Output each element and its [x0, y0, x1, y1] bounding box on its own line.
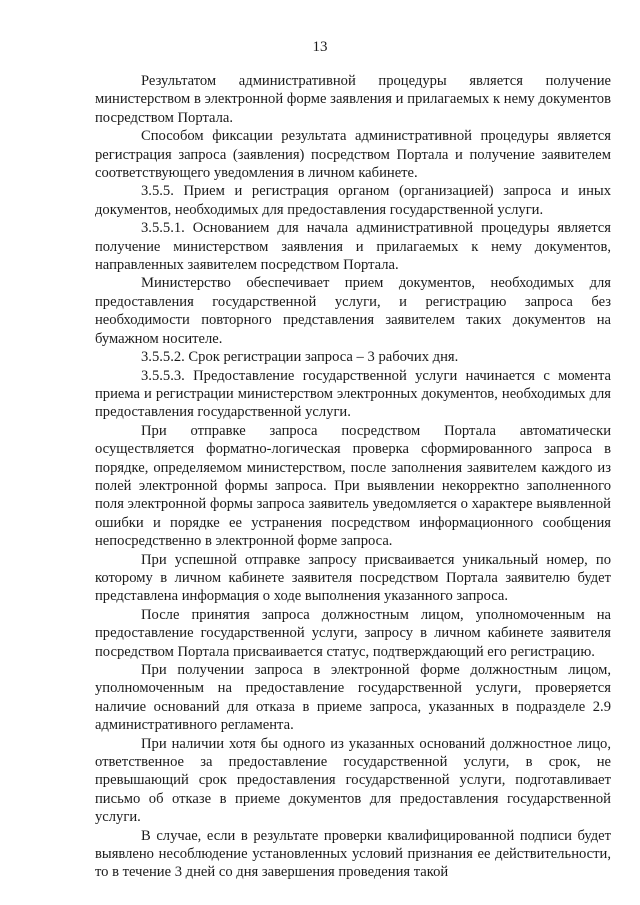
document-body — [95, 72, 611, 882]
paragraph-refusal-grounds-check: При получении запроса в электронной форме должностным лицом, уполномоченным на предоставление государственной услуги, проверяется наличие оснований для отказа в приеме запроса, указанных в подразделе 2.9 административного регламента. — [95, 662, 611, 734]
paragraph-signature-check: В случае, если в результате проверки квалифицированной подписи будет выявлено несоблюдение установленных условий признания ее действительности, то в течение 3 дней со дня завершения проведения такой — [95, 827, 611, 881]
paragraph-registration-status: После принятия запроса должностным лицом, уполномоченным на предоставление государственной услуги, запросу в личном кабинете заявителя посредством Портала присваивается статус, подтверждающий его регистрацию. — [95, 606, 611, 660]
paragraph-ministry-acceptance: Министерство обеспечивает прием документов, необходимых для предоставления государственной услуги, и регистрацию запроса без необходимости повторного представления заявителем таких документов на бумажном носителе. — [95, 275, 611, 347]
paragraph-fixation-method: Способом фиксации результата административной процедуры является регистрация запроса (заявления) посредством Портала и получение заявителем соответствующего уведомления в личном кабинете. — [95, 128, 611, 182]
paragraph-format-check: При отправке запроса посредством Портала автоматически осуществляется форматно-логическая проверка сформированного запроса в порядке, определяемом министерством, после заполнения заявителем каждого из полей электронной формы запроса. При выявлении некорректно заполненного поля электронной формы запроса заявитель уведомляется о характере выявленной ошибки и порядке ее устранения посредством информационного сообщения непосредственно в электронной форме запроса. — [95, 422, 611, 550]
paragraph-section-3-5-5-1: 3.5.5.1. Основанием для начала административной процедуры является получение министерством заявления и прилагаемых к нему документов, направленных заявителем посредством Портала. — [95, 220, 611, 274]
paragraph-section-3-5-5-2: 3.5.5.2. Срок регистрации запроса – 3 рабочих дня. — [141, 349, 459, 366]
paragraph-refusal-letter: При наличии хотя бы одного из указанных оснований должностное лицо, ответственное за предоставление государственной услуги, в срок, не превышающий срок предоставления государственной услуги, подготавливает письмо об отказе в приеме документов для предоставления государственной услуги. — [95, 735, 611, 826]
paragraph-section-3-5-5-3: 3.5.5.3. Предоставление государственной услуги начинается с момента приема и регистрации министерством электронных документов, необходимых для предоставления государственной услуги. — [95, 367, 611, 421]
page-number: 13 — [312, 39, 328, 55]
paragraph-result: Результатом административной процедуры является получение министерством в электронной форме заявления и прилагаемых к нему документов посредством Портала. — [95, 73, 611, 126]
paragraph-unique-number: При успешной отправке запросу присваивается уникальный номер, по которому в личном кабинете заявителя посредством Портала заявителю будет представлена информация о ходе выполнения указанного запроса. — [95, 551, 611, 605]
paragraph-section-3-5-5: 3.5.5. Прием и регистрация органом (организацией) запроса и иных документов, необходимых для предоставления государственной услуги. — [95, 183, 611, 218]
